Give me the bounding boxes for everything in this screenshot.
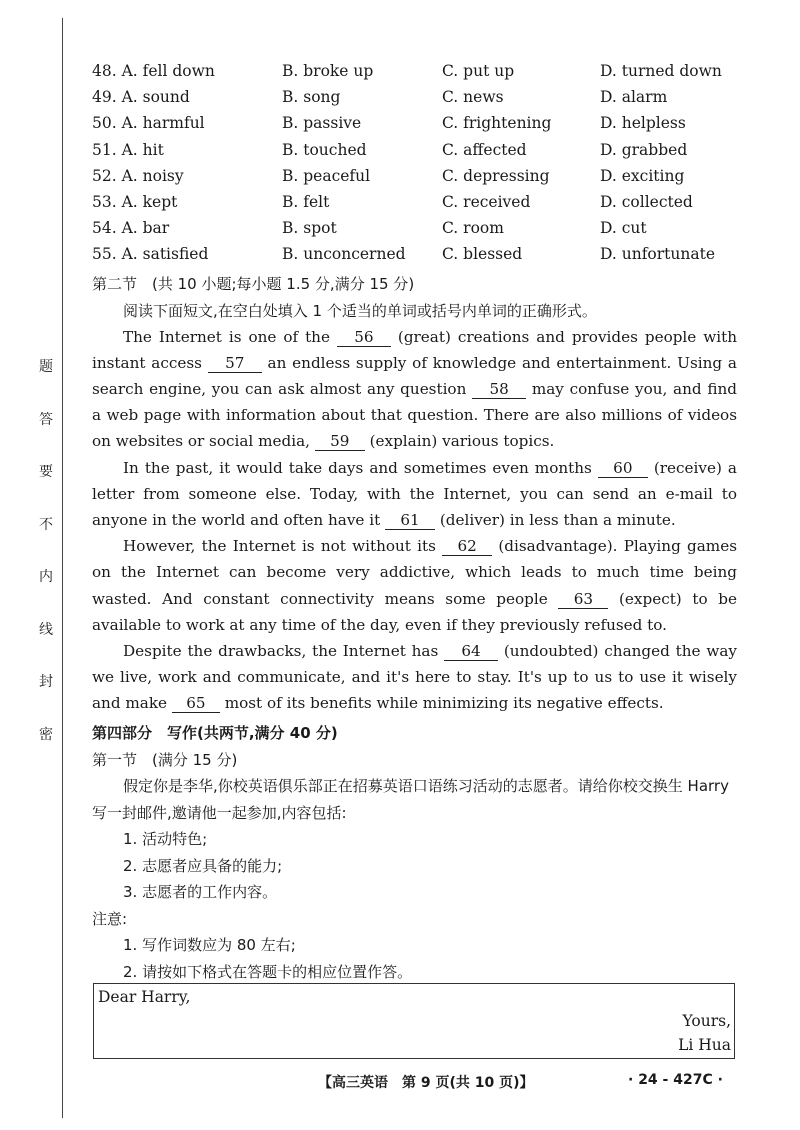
passage-text: may confuse you, and find a web page with information about that question. There are also millions of videos on websites or social media, [92,379,737,451]
margin-char: 答 [39,411,53,428]
blank-64: 64 [444,642,498,661]
passage-text: (undoubted) changed the way we live, work and communicate, and it's here to stay. It's up to us to use it wisely and make [92,641,737,713]
note-item: 1. 写作词数应为 80 左右; [123,936,296,955]
passage-text: (explain) various topics. [364,432,555,451]
footer-code: · 24 - 427C · [628,1072,723,1088]
option-d: D. cut [600,219,647,238]
part4-heading: 第四部分 写作(共两节,满分 40 分) [92,723,338,742]
option-a: 52. A. noisy [92,166,184,185]
note-item: 2. 请按如下格式在答题卡的相应位置作答。 [123,962,413,981]
option-d: D. unfortunate [600,245,716,264]
margin-char: 封 [39,674,53,690]
option-row [92,58,737,84]
option-row [92,215,737,241]
content [92,58,737,985]
margin-char: 要 [39,464,53,480]
blank-56: 56 [337,328,391,347]
binding-line [62,18,63,1118]
option-d: D. helpless [600,114,686,133]
option-b: B. peaceful [282,166,371,185]
blank-62: 62 [442,537,492,556]
multiple-choice-options [92,58,737,268]
blank-60: 60 [598,459,648,478]
option-c: C. news [442,88,504,107]
option-d: D. turned down [600,62,722,81]
section2-instruction: 阅读下面短文,在空白处填入 1 个适当的单词或括号内单词的正确形式。 [123,301,597,320]
option-row [92,84,737,110]
option-c: C. received [442,193,531,212]
option-a: 54. A. bar [92,219,170,238]
option-d: D. grabbed [600,140,688,159]
option-b: B. passive [282,114,362,133]
option-a: 55. A. satisfied [92,245,209,264]
option-a: 50. A. harmful [92,114,205,133]
prompt-item: 3. 志愿者的工作内容。 [123,883,278,902]
option-c: C. put up [442,62,515,81]
margin-char: 内 [39,569,53,585]
option-b: B. felt [282,193,330,212]
writing-prompt: 假定你是李华,你校英语俱乐部正在招募英语口语练习活动的志愿者。请给你校交换生 Harry 写一封邮件,邀请他一起参加,内容包括: [92,777,729,822]
option-c: C. frightening [442,114,552,133]
blank-58: 58 [472,380,526,399]
margin-char: 密 [39,726,53,743]
passage-text: The Internet is one of the [123,327,337,346]
option-row [92,189,737,215]
seal-margin-text [36,360,56,780]
passage-text: However, the Internet is not without its [123,537,443,556]
option-c: C. affected [442,140,527,159]
blank-63: 63 [558,590,608,609]
option-b: B. song [282,88,341,107]
blank-57: 57 [208,354,262,373]
option-d: D. exciting [600,166,685,185]
option-row [92,241,737,267]
passage-text: (great) creations and provides people with instant access [92,327,737,372]
page-footer [0,1068,800,1092]
option-row [92,163,737,189]
option-c: C. depressing [442,166,550,185]
blank-59: 59 [315,432,365,451]
margin-char: 不 [39,516,53,533]
passage-paragraph-2 [92,455,737,534]
option-row [92,110,737,136]
passage-text: Despite the drawbacks, the Internet has [123,641,445,660]
passage-paragraph-4 [92,638,737,717]
option-c: C. room [442,219,504,238]
passage-paragraph-1 [92,324,737,455]
option-a: 51. A. hit [92,140,164,159]
option-d: D. alarm [600,88,668,107]
letter-format-box [93,983,735,1059]
option-row [92,137,737,163]
margin-char: 线 [39,621,53,638]
section2-heading: 第二节 (共 10 小题;每小题 1.5 分,满分 15 分) [92,274,415,293]
option-a: 48. A. fell down [92,62,215,81]
passage-text: an endless supply of knowledge and entertainment. Using a search engine, you can ask almost any question [92,353,737,398]
option-b: B. unconcerned [282,245,406,264]
letter-signature: Li Hua [678,1036,731,1054]
passage-text: (disadvantage). Playing games on the Internet can become very addictive, which leads to much time being wasted. And constant connectivity means some people [92,537,737,608]
option-b: B. broke up [282,62,374,81]
passage-paragraph-3 [92,533,737,638]
prompt-item: 1. 活动特色; [123,830,208,849]
letter-greeting: Dear Harry, [98,988,191,1006]
passage-text: (receive) a letter from someone else. Today, with the Internet, you can send an e-mail to anyone in the world and often have it [92,458,737,529]
blank-65: 65 [172,694,220,713]
option-c: C. blessed [442,245,523,264]
passage-text: most of its benefits while minimizing its negative effects. [219,694,664,713]
passage-text: (deliver) in less than a minute. [435,510,676,529]
blank-61: 61 [385,511,435,530]
footer-page-info: 【高三英语 第 9 页(共 10 页)】 [318,1075,534,1091]
option-b: B. touched [282,140,367,159]
notes-heading: 注意: [92,909,128,928]
option-b: B. spot [282,219,337,238]
part4-section1-heading: 第一节 (满分 15 分) [92,750,238,769]
option-d: D. collected [600,193,693,212]
option-a: 49. A. sound [92,88,190,107]
passage-text: In the past, it would take days and sometimes even months [123,458,598,477]
option-a: 53. A. kept [92,193,178,212]
letter-closing: Yours, [682,1012,731,1030]
prompt-item: 2. 志愿者应具备的能力; [123,856,283,875]
passage-text: (expect) to be available to work at any time of the day, even if they previously refused to. [92,589,737,634]
margin-char: 题 [39,359,53,375]
